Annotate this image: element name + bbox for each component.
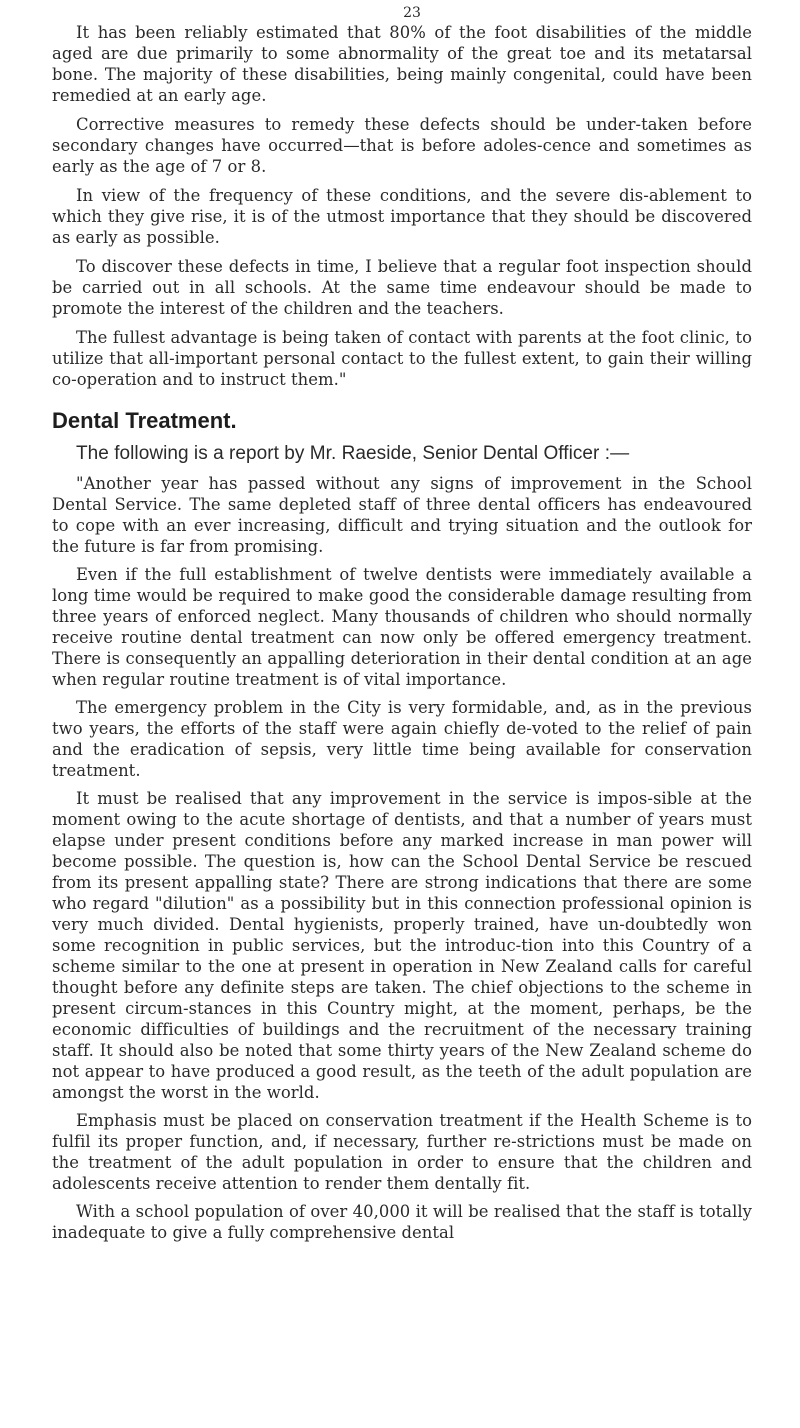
report-intro: The following is a report by Mr. Raeside, Senior Dental Officer :— — [76, 443, 630, 464]
paragraph: It has been reliably estimated that 80% of the foot disabilities of the middle aged are due primarily to some abnormality of the great toe and its metatarsal bone. The majority of these disabilities, being mainly congenital, could have been remedied at an early age. — [52, 23, 752, 105]
paragraph: The fullest advantage is being taken of contact with parents at the foot clinic, to utilize that all-important personal contact to the fullest extent, to gain their willing co-operation and to instruct them." — [52, 328, 752, 389]
paragraph: To discover these defects in time, I believe that a regular foot inspection should be carried out in all schools. At the same time endeavour should be made to promote the interest of the children and the teachers. — [52, 257, 752, 318]
paragraph: In view of the frequency of these conditions, and the severe dis-ablement to which they give rise, it is of the utmost importance that they should be discovered as early as possible. — [52, 186, 752, 247]
paragraph: Even if the full establishment of twelve dentists were immediately available a long time would be required to make good the considerable damage resulting from three years of enforced neglect. Many thousands of children who should normally receive routine dental treatment can now only be offered emergency treatment. There is consequently an appalling deterioration in their dental condition at an age when regular routine treatment is of vital importance. — [52, 565, 752, 689]
paragraph: "Another year has passed without any signs of improvement in the School Dental Service. The same depleted staff of three dental officers has endeavoured to cope with an ever increasing, difficult and trying situation and the outlook for the future is far from promising. — [52, 474, 752, 556]
page-number: 23 — [403, 5, 421, 21]
section-heading: Dental Treatment. — [52, 408, 237, 433]
paragraph: The emergency problem in the City is very formidable, and, as in the previous two years, the efforts of the staff were again chiefly de-voted to the relief of pain and the eradication of sepsis, very little time being available for conservation treatment. — [52, 698, 752, 780]
paragraph: Corrective measures to remedy these defects should be under-taken before secondary changes have occurred—that is before adoles-cence and sometimes as early as the age of 7 or 8. — [52, 115, 752, 176]
paragraph: Emphasis must be placed on conservation treatment if the Health Scheme is to fulfil its proper function, and, if necessary, further re-strictions must be made on the treatment of the adult population in order to ensure that the children and adolescents receive attention to render them dentally fit. — [52, 1111, 752, 1193]
foot-section — [52, 22, 752, 390]
paragraph: With a school population of over 40,000 it will be realised that the staff is totally inadequate to give a fully comprehensive dental — [52, 1202, 752, 1242]
paragraph: It must be realised that any improvement in the service is impos-sible at the moment owing to the acute shortage of dentists, and that a number of years must elapse under present conditions before any marked increase in man power will become possible. The question is, how can the School Dental Service be rescued from its present appalling state? There are strong indications that there are some who regard "dilution" as a possibility but in this connection professional opinion is very much divided. Dental hygienists, properly trained, have un-doubtedly won some recognition in public services, but the introduc-tion into this Country of a scheme similar to the one at present in operation in New Zealand calls for careful thought before any definite steps are taken. The chief objections to the scheme in present circum-stances in this Country might, at the moment, perhaps, be the economic difficulties of buildings and the recruitment of the necessary training staff. It should also be noted that some thirty years of the New Zealand scheme do not appear to have produced a good result, as the teeth of the adult population are amongst the worst in the world. — [52, 789, 752, 1102]
dental-section — [52, 408, 752, 1243]
